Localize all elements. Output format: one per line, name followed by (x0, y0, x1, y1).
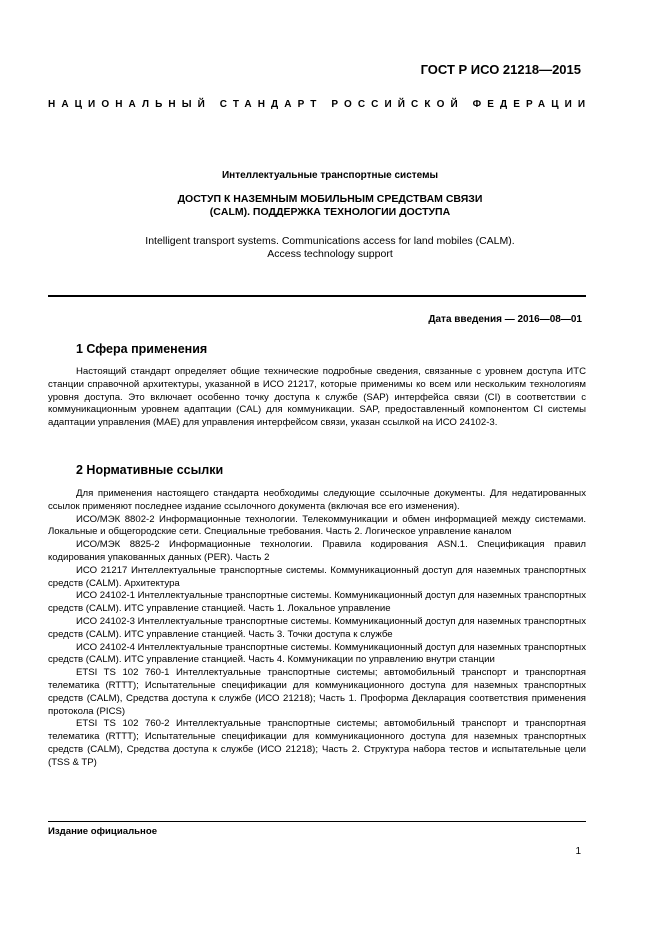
section-1-paragraph: Настоящий стандарт определяет общие технические подробные сведения, связанные с уровнем доступа ИТС станции справочной архитектуры, указанной в ИСО 21217, которые применимы ко всем или нескольким технологиям уровня доступа. Это включает особенно точку доступа к службе (SAP) интерфейса связи (CI) в соответствии с коммуникационным уровнем адаптации (CAL) для коммуникации. SAP, предоставленный компонентом CI системы адаптации управления (MAE) для управления интерфейсом связи, указан ссылкой на ИСО 24102-3. (48, 366, 586, 429)
section-2-text (48, 488, 586, 770)
reference-item: ETSI TS 102 760-2 Интеллектуальные транспортные системы; автомобильный транспорт и транспортная телематика (RTTT); Испытательные спецификации для коммуникационного доступа для наземных транспортных средств (CALM), Средства доступа к службе (ИСО 21218); Часть 2. Структура набора тестов и испытательные цели (TSS & TP) (48, 718, 586, 768)
reference-item: ИСО 24102-1 Интеллектуальные транспортные системы. Коммуникационный доступ для наземных транспортных средств (CALM). ИТС управление станцией. Часть 1. Локальное управление (48, 590, 586, 615)
reference-item: ИСО/МЭК 8825-2 Информационные технологии. Правила кодирования ASN.1. Спецификация правил кодирования упакованных данных (PER). Часть 2 (48, 539, 586, 563)
reference-item: ИСО 24102-4 Интеллектуальные транспортные системы. Коммуникационный доступ для наземных транспортных средств (CALM). ИТС управление станцией. Часть 4. Коммуникации по управлению внутри станции (48, 641, 586, 666)
title-line-1: ДОСТУП К НАЗЕМНЫМ МОБИЛЬНЫМ СРЕДСТВАМ СВЯЗИ (177, 193, 483, 205)
section-2-heading: 2 Нормативные ссылки (76, 463, 224, 477)
english-title-line-2: Access technology support (267, 248, 393, 260)
national-standard-banner: НАЦИОНАЛЬНЫЙ СТАНДАРТ РОССИЙСКОЙ ФЕДЕРАЦИИ (48, 99, 592, 110)
english-title-line-1: Intelligent transport systems. Communications access for land mobiles (CALM). (145, 235, 515, 247)
reference-item: ИСО 21217 Интеллектуальные транспортные системы. Коммуникационный доступ для наземных транспортных средств (CALM). Архитектура (48, 564, 586, 589)
official-edition-label: Издание официальное (48, 826, 158, 837)
section-1-heading: 1 Сфера применения (76, 342, 208, 356)
title-divider (48, 295, 586, 297)
english-title (60, 235, 600, 261)
document-number: ГОСТ Р ИСО 21218—2015 (420, 62, 581, 77)
reference-item: ИСО 24102-3 Интеллектуальные транспортные системы. Коммуникационный доступ для наземных транспортных средств (CALM). ИТС управление станцией. Часть 3. Точки доступа к службе (48, 615, 586, 640)
reference-item: ИСО/МЭК 8802-2 Информационные технологии. Телекоммуникации и обмен информацией между системами. Локальные и общегородские сети. Специальные требования. Часть 2. Логическое управление каналом (48, 513, 586, 538)
document-subject: Интеллектуальные транспортные системы (221, 170, 439, 181)
document-title (60, 193, 600, 219)
reference-item: ETSI TS 102 760-1 Интеллектуальные транспортные системы; автомобильный транспорт и транспортная телематика (RTTT); Испытательные спецификации для коммуникационного доступа для наземных транспортных средств (CALM), Средства доступа к службе (ИСО 21218); Часть 1. Проформа Декларация соответствия применения протокола (PICS) (48, 667, 586, 717)
introduction-date: Дата введения — 2016—08—01 (428, 314, 582, 325)
page-number: 1 (575, 846, 581, 857)
section-1-text (48, 366, 586, 430)
title-line-2: (CALM). ПОДДЕРЖКА ТЕХНОЛОГИИ ДОСТУПА (209, 206, 451, 218)
footer-divider (48, 821, 586, 822)
section-2-intro: Для применения настоящего стандарта необходимы следующие ссылочные документы. Для недатированных ссылок применяют последнее издание ссылочного документа (включая все его изменения). (48, 488, 586, 512)
